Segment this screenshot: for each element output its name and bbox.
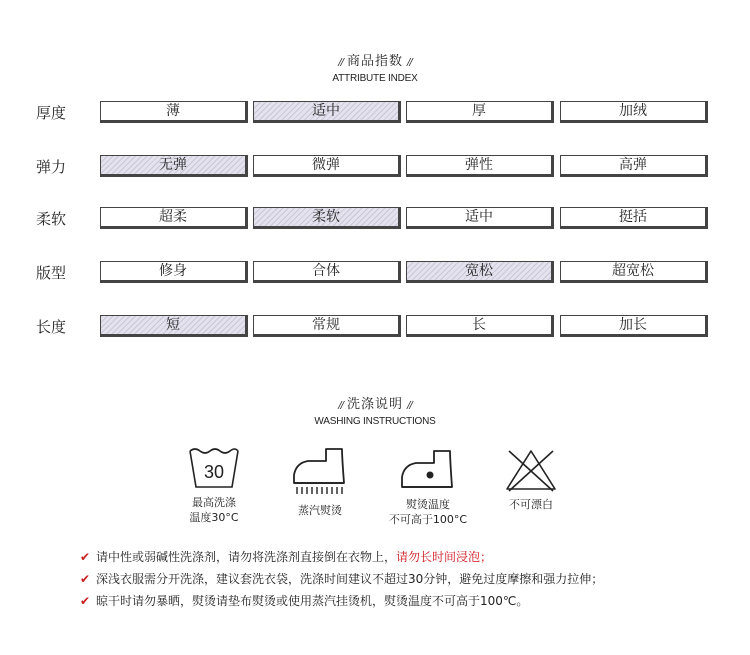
attribute-option: 微弹	[253, 155, 401, 177]
title-slash-left: //	[338, 57, 343, 68]
attribute-index-title-cn: 商品指数	[346, 54, 403, 69]
wash-caption-line: 不可漂白	[509, 498, 553, 511]
wash-item-iron-temperature	[378, 447, 478, 527]
attribute-option: 弹性	[406, 155, 554, 177]
title-slash-right: //	[407, 57, 412, 68]
attribute-option: 超宽松	[560, 261, 708, 283]
attribute-row-softness	[36, 207, 716, 231]
attribute-option-selected: 短	[100, 315, 248, 337]
attribute-option: 适中	[406, 207, 554, 229]
washing-title-cn: 洗涤说明	[346, 397, 403, 412]
attribute-option: 挺括	[560, 207, 708, 229]
care-note	[80, 549, 493, 565]
attribute-option: 加绒	[560, 101, 708, 123]
attribute-row-fit	[36, 261, 716, 285]
attribute-option: 超柔	[100, 207, 248, 229]
attribute-option: 薄	[100, 101, 248, 123]
attribute-row-thickness	[36, 101, 716, 125]
check-icon: ✔	[80, 594, 91, 608]
attribute-option: 长	[406, 315, 554, 337]
iron-one-dot-icon	[400, 447, 456, 493]
title-slash-left: //	[338, 400, 343, 411]
wash-caption-line: 不可高于100°C	[388, 513, 468, 526]
attribute-row-length	[36, 315, 716, 339]
attribute-option: 常规	[253, 315, 401, 337]
attribute-option-selected: 柔软	[253, 207, 401, 229]
attribute-option-selected: 适中	[253, 101, 401, 123]
wash-caption	[164, 495, 264, 525]
wash-tub-30-icon	[187, 447, 241, 491]
wash-caption	[270, 503, 370, 518]
check-icon: ✔	[80, 572, 91, 586]
washing-title-en: WASHING INSTRUCTIONS	[314, 416, 436, 427]
care-note-text: 请中性或弱碱性洗涤剂，请勿将洗涤剂直接倒在衣物上，	[96, 550, 397, 564]
attribute-index-header	[0, 50, 750, 84]
washing-header	[0, 393, 750, 427]
attribute-index-title	[0, 50, 750, 69]
attribute-row-label: 柔软	[36, 210, 67, 228]
wash-item-temperature	[164, 447, 264, 525]
steam-iron-icon	[292, 447, 348, 499]
wash-caption-line: 温度30°C	[189, 511, 239, 524]
care-note-text: 深浅衣服需分开洗涤，建议套洗衣袋，洗涤时间建议不超过30分钟，避免过度摩擦和强力拉伸；	[96, 572, 604, 586]
attribute-row-label: 版型	[36, 264, 67, 282]
care-note-highlight: 请勿长时间浸泡；	[396, 550, 493, 564]
washing-title	[0, 393, 750, 412]
wash-caption	[378, 497, 478, 527]
wash-caption	[481, 497, 581, 512]
attribute-option-selected: 无弹	[100, 155, 248, 177]
check-icon: ✔	[80, 550, 91, 564]
attribute-row-label: 弹力	[36, 158, 67, 176]
care-note-text: 晾干时请勿暴晒，熨烫请垫布熨烫或使用蒸汽挂烫机，熨烫温度不可高于100℃。	[96, 594, 529, 608]
attribute-row-label: 长度	[36, 318, 67, 336]
wash-caption-line: 熨烫温度	[406, 498, 450, 511]
wash-temp-number: 30	[203, 462, 225, 482]
attribute-option: 修身	[100, 261, 248, 283]
attribute-row-elasticity	[36, 155, 716, 179]
title-slash-right: //	[407, 400, 412, 411]
attribute-option: 合体	[253, 261, 401, 283]
attribute-option: 厚	[406, 101, 554, 123]
attribute-index-title-en: ATTRIBUTE INDEX	[332, 73, 418, 84]
care-note	[80, 593, 529, 609]
no-bleach-icon	[503, 447, 559, 493]
attribute-option: 高弹	[560, 155, 708, 177]
wash-caption-line: 最高洗涤	[192, 496, 236, 509]
attribute-option: 加长	[560, 315, 708, 337]
wash-item-no-bleach	[481, 447, 581, 512]
care-note	[80, 571, 604, 587]
attribute-option-selected: 宽松	[406, 261, 554, 283]
attribute-row-label: 厚度	[36, 104, 67, 122]
wash-item-steam-iron	[270, 447, 370, 518]
wash-caption-line: 蒸汽熨烫	[298, 504, 342, 517]
